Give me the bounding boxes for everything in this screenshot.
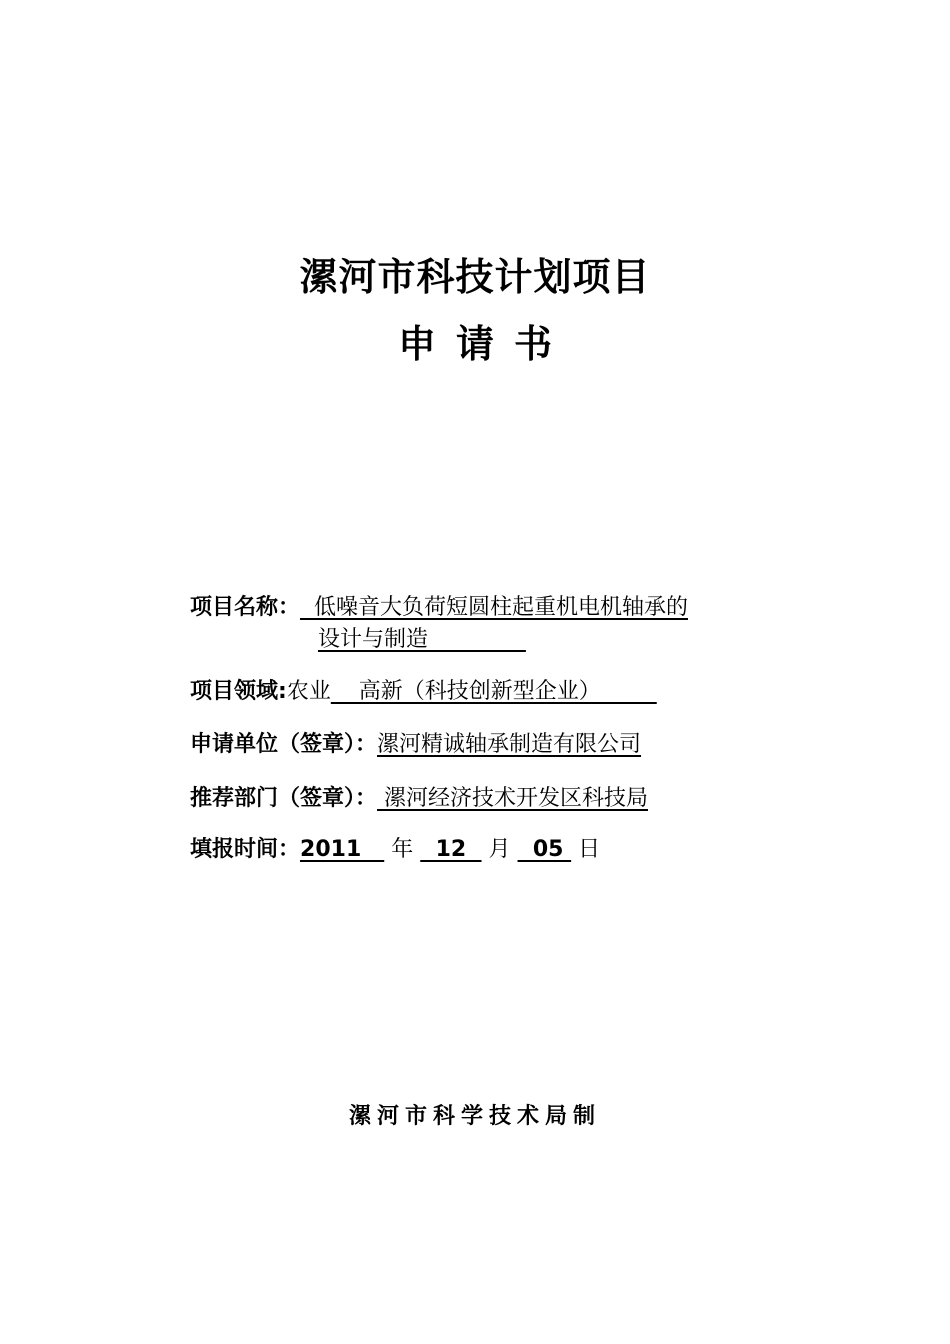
document-title: 漯河市科技计划项目: [299, 255, 651, 299]
project-name-label: 项目名称：: [190, 595, 301, 620]
project-domain-value: 高新（科技创新型企业）: [330, 679, 657, 704]
date-year-unit: 年: [391, 837, 414, 862]
project-name-value-line2: 设计与制造: [318, 627, 526, 652]
issuer-footer: 漯河市科学技术局制: [348, 1104, 601, 1129]
document-subtitle: 申请书: [397, 322, 572, 366]
applicant-field: [190, 730, 641, 760]
recommender-field: [190, 784, 648, 814]
applicant-value: 漯河精诚轴承制造有限公司: [377, 732, 642, 757]
date-month-unit: 月: [488, 837, 511, 862]
date-label: 填报时间：: [190, 837, 301, 862]
date-day: 05: [517, 837, 572, 862]
project-name-field: [190, 593, 688, 623]
applicant-label: 申请单位（签章）：: [190, 732, 378, 757]
recommender-label: 推荐部门（签章）：: [190, 786, 378, 811]
project-domain-label: 项目领域:: [190, 679, 287, 704]
project-name-field-continued: [318, 625, 526, 655]
project-name-value: 低噪音大负荷短圆柱起重机电机轴承的: [300, 595, 689, 620]
date-field: [190, 835, 600, 865]
project-domain-prefix: 农业: [286, 679, 331, 704]
date-year: 2011: [300, 837, 385, 862]
date-month: 12: [420, 837, 482, 862]
project-domain-field: [190, 677, 657, 707]
date-day-unit: 日: [578, 837, 601, 862]
recommender-value: 漯河经济技术开发区科技局: [377, 786, 649, 811]
